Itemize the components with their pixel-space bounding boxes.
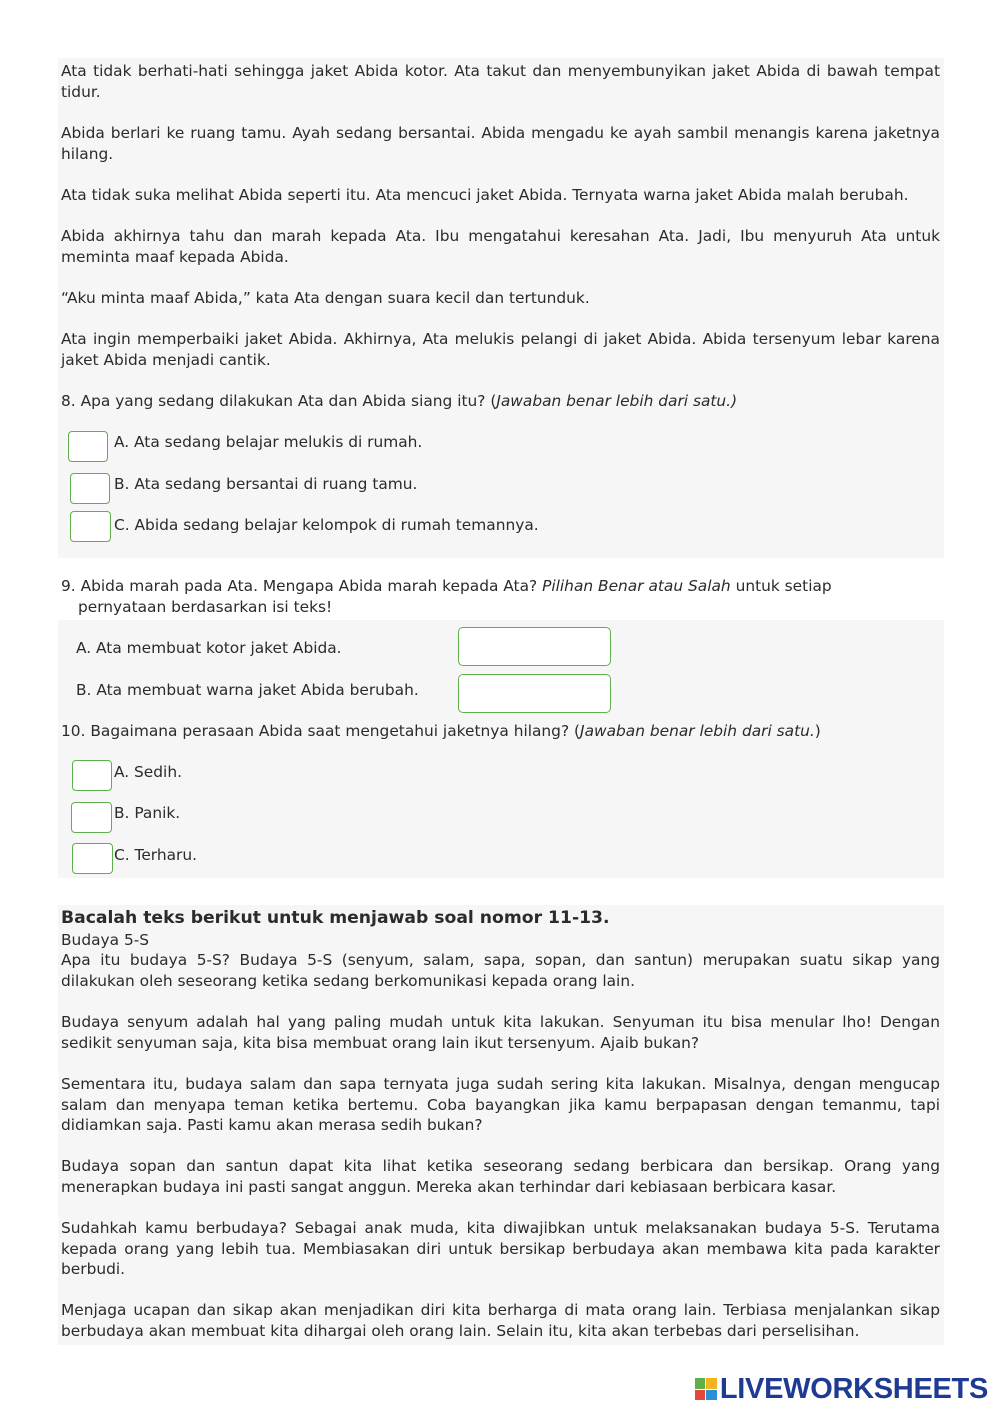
q8-option-a: A. Ata sedang belajar melukis di rumah. — [114, 433, 423, 451]
q9-answer-box-b[interactable] — [458, 674, 611, 713]
story-paragraph: Abida akhirnya tahu dan marah kepada Ata. Ibu mengatahui keresahan Ata. Jadi, Ibu menyuruh Ata untuk meminta maaf kepada Abida. — [61, 227, 940, 266]
question-8-note: Jawaban benar lebih dari satu.) — [496, 392, 738, 410]
liveworksheets-logo-icon — [695, 1378, 717, 1400]
liveworksheets-logo[interactable] — [695, 1372, 988, 1406]
question-9-line2: pernyataan berdasarkan isi teks! — [78, 598, 333, 616]
q10-option-a: A. Sedih. — [114, 763, 182, 781]
reading-paragraph: Budaya sopan dan santun dapat kita lihat ketika seseorang sedang berbicara dan bersikap. Orang yang menerapkan budaya ini pasti sangat anggun. Mereka akan terhindar dari kebiasaan berbicara kasar. — [61, 1157, 940, 1196]
q8-checkbox-a[interactable] — [68, 431, 108, 462]
question-10-close: ) — [814, 722, 821, 740]
reading-paragraph: Sudahkah kamu berbudaya? Sebagai anak muda, kita diwajibkan untuk melaksanakan budaya 5-S. Terutama kepada orang yang lebih tua. Membiasakan diri untuk bersikap berbudaya akan membawa kita pada karakter berbudi. — [61, 1219, 940, 1279]
q10-option-c: C. Terharu. — [114, 846, 198, 864]
question-10-note: Jawaban benar lebih dari satu. — [580, 722, 815, 740]
story-paragraph: “Aku minta maaf Abida,” kata Ata dengan suara kecil dan tertunduk. — [61, 289, 590, 307]
story-paragraph: Abida berlari ke ruang tamu. Ayah sedang bersantai. Abida mengadu ke ayah sambil menangis karena jaketnya hilang. — [61, 124, 940, 163]
question-8 — [61, 391, 737, 412]
q8-checkbox-b[interactable] — [70, 473, 110, 504]
q10-checkbox-c[interactable] — [72, 843, 113, 874]
reading-paragraph: Menjaga ucapan dan sikap akan menjadikan diri kita berharga di mata orang lain. Terbiasa menjalankan sikap berbudaya akan membuat kita dihargai oleh orang lain. Selain itu, kita akan terbebas dari perselisihan. — [61, 1301, 940, 1340]
question-8-text: 8. Apa yang sedang dilakukan Ata dan Abida siang itu? ( — [61, 392, 497, 410]
q9-statement-a: A. Ata membuat kotor jaket Abida. — [76, 639, 342, 657]
q10-checkbox-b[interactable] — [71, 802, 112, 833]
reading-paragraph: Apa itu budaya 5-S? Budaya 5-S (senyum, salam, sapa, sopan, dan santun) merupakan suatu sikap yang dilakukan oleh seseorang ketika sedang berkomunikasi kepada orang lain. — [61, 951, 940, 990]
question-9-instruction: Pilihan Benar atau Salah — [542, 577, 731, 595]
question-9 — [61, 576, 832, 597]
q9-answer-box-a[interactable] — [458, 627, 611, 666]
question-9-text: 9. Abida marah pada Ata. Mengapa Abida marah kepada Ata? — [61, 577, 543, 595]
story-paragraph: Ata tidak suka melihat Abida seperti itu. Ata mencuci jaket Abida. Ternyata warna jaket Abida malah berubah. — [61, 186, 909, 204]
q9-statement-b: B. Ata membuat warna jaket Abida berubah. — [76, 681, 419, 699]
question-10-text: 10. Bagaimana perasaan Abida saat mengetahui jaketnya hilang? ( — [61, 722, 581, 740]
reading-title: Budaya 5-S — [61, 931, 150, 949]
reading-paragraph: Sementara itu, budaya salam dan sapa ternyata juga sudah sering kita lakukan. Misalnya, dengan mengucap salam dan menyapa teman ketika bertemu. Coba bayangkan jika kamu berpapasan dengan temanmu, tapi didiamkan saja. Pasti kamu akan merasa sedih bukan? — [61, 1075, 940, 1135]
question-9-text-end: untuk setiap — [730, 577, 832, 595]
reading-paragraph: Budaya senyum adalah hal yang paling mudah untuk kita lakukan. Senyuman itu bisa menular lho! Dengan sedikit senyuman saja, kita bisa membuat orang lain ikut tersenyum. Ajaib bukan? — [61, 1013, 940, 1052]
q10-checkbox-a[interactable] — [72, 760, 112, 791]
q10-option-b: B. Panik. — [114, 804, 181, 822]
q8-checkbox-c[interactable] — [70, 511, 111, 542]
story-paragraph: Ata tidak berhati-hati sehingga jaket Abida kotor. Ata takut dan menyembunyikan jaket Abida di bawah tempat tidur. — [61, 62, 940, 101]
story-paragraph: Ata ingin memperbaiki jaket Abida. Akhirnya, Ata melukis pelangi di jaket Abida. Abida tersenyum lebar karena jaket Abida menjadi cantik. — [61, 330, 940, 369]
section-heading: Bacalah teks berikut untuk menjawab soal nomor 11-13. — [61, 908, 610, 928]
q8-option-b: B. Ata sedang bersantai di ruang tamu. — [114, 475, 418, 493]
q8-option-c: C. Abida sedang belajar kelompok di rumah temannya. — [114, 516, 539, 534]
question-10 — [61, 721, 821, 742]
liveworksheets-logo-text: LIVEWORKSHEETS — [719, 1372, 988, 1405]
